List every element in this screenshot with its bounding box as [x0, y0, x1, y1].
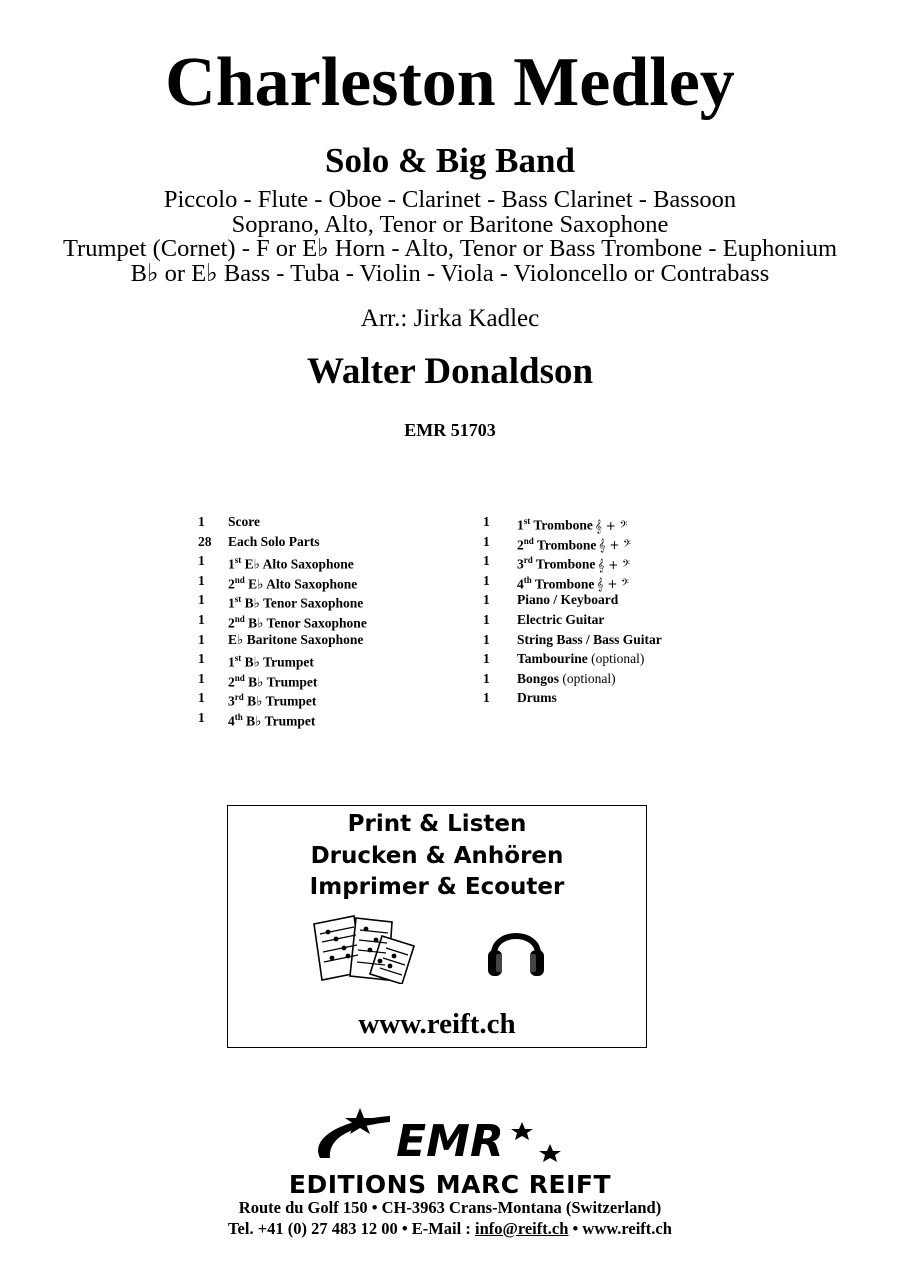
part-quantity: 1	[198, 709, 205, 725]
parts-list-left	[198, 512, 478, 728]
emr-logo	[300, 1108, 600, 1170]
part-quantity: 1	[483, 670, 490, 686]
promo-website-link[interactable]: www.reift.ch	[358, 1008, 516, 1040]
part-row	[198, 669, 478, 689]
part-ordinal-suffix: nd	[523, 535, 534, 546]
part-label: Tambourine	[517, 651, 588, 667]
part-label: Trombone	[532, 556, 596, 572]
clef-icon: 𝄞 + 𝄢	[598, 538, 631, 553]
sheet-music-icon	[310, 912, 422, 984]
part-name	[517, 630, 662, 650]
promo-line-german: Drucken & Anhören	[310, 843, 564, 869]
part-optional-note: (optional)	[587, 651, 645, 667]
promo-line-french: Imprimer & Ecouter	[309, 874, 565, 900]
part-row	[198, 610, 478, 630]
part-label: Bongos	[517, 670, 560, 686]
part-quantity: 1	[198, 651, 205, 667]
part-label: Trombone	[530, 517, 593, 533]
part-quantity: 1	[483, 533, 490, 549]
page-title: Charleston Medley	[165, 44, 735, 121]
part-quantity: 1	[198, 592, 205, 608]
part-label: B♭ Trumpet	[244, 674, 318, 690]
part-name	[517, 590, 618, 610]
part-name	[517, 688, 557, 708]
part-ordinal: 2	[517, 537, 524, 553]
part-quantity: 1	[198, 670, 205, 686]
part-ordinal-suffix: th	[523, 574, 532, 585]
part-ordinal-suffix: nd	[234, 574, 245, 585]
arranger: Arr.: Jirka Kadlec	[360, 305, 540, 332]
part-row	[483, 610, 743, 630]
part-label: B♭ Trumpet	[241, 654, 314, 670]
part-ordinal: 1	[228, 654, 235, 670]
part-ordinal: 1	[517, 517, 524, 533]
part-ordinal-suffix: st	[234, 594, 242, 605]
part-quantity: 1	[483, 553, 490, 569]
clef-icon: 𝄞 + 𝄢	[597, 557, 630, 572]
part-quantity: 1	[198, 572, 205, 588]
part-ordinal-suffix: rd	[523, 555, 533, 566]
clef-icon: 𝄞 + 𝄢	[594, 518, 628, 533]
part-row	[198, 590, 478, 610]
part-label: Drums	[517, 690, 557, 706]
part-label: E♭ Alto Saxophone	[241, 556, 354, 572]
part-ordinal: 2	[228, 674, 235, 690]
part-ordinal: 2	[228, 615, 235, 631]
part-ordinal: 4	[517, 576, 524, 592]
part-name	[517, 669, 616, 689]
part-row	[198, 649, 478, 669]
part-ordinal-suffix: th	[234, 711, 243, 722]
part-label: Each Solo Parts	[228, 533, 320, 549]
part-quantity: 1	[483, 631, 490, 647]
part-row	[483, 551, 743, 571]
instrument-line: Soprano, Alto, Tenor or Baritone Saxophone	[231, 210, 669, 238]
part-row	[198, 708, 478, 728]
composer: Walter Donaldson	[306, 351, 594, 392]
part-ordinal: 1	[228, 556, 235, 572]
publisher-contact	[0, 1219, 900, 1239]
catalog-number: EMR 51703	[404, 420, 496, 440]
part-row	[198, 532, 478, 552]
part-quantity: 1	[198, 690, 205, 706]
parts-list-right	[483, 512, 743, 708]
part-ordinal-suffix: st	[234, 653, 242, 664]
part-row	[483, 669, 743, 689]
part-label: B♭ Trumpet	[242, 713, 316, 729]
part-label: E♭ Baritone Saxophone	[228, 631, 364, 647]
part-row	[483, 571, 743, 591]
part-ordinal-suffix: rd	[234, 692, 244, 703]
part-name	[517, 610, 604, 630]
part-row	[483, 532, 743, 552]
instrument-line: B♭ or E♭ Bass - Tuba - Violin - Viola - Violoncello or Contrabass	[130, 259, 770, 287]
part-ordinal: 3	[517, 556, 524, 572]
part-ordinal-suffix: nd	[234, 672, 245, 683]
part-label: E♭ Alto Saxophone	[244, 576, 358, 592]
contact-website[interactable]: • www.reift.ch	[568, 1219, 672, 1238]
part-quantity: 28	[198, 533, 212, 549]
part-label: Piano / Keyboard	[517, 592, 619, 608]
part-row	[483, 512, 743, 532]
part-row	[198, 512, 478, 532]
part-ordinal: 2	[228, 576, 235, 592]
part-label: B♭ Tenor Saxophone	[241, 595, 364, 611]
print-listen-box	[227, 805, 647, 1048]
publisher-name: EDITIONS MARC REIFT	[288, 1170, 612, 1199]
instrument-line: Piccolo - Flute - Oboe - Clarinet - Bass Clarinet - Bassoon	[163, 186, 737, 213]
part-row	[198, 688, 478, 708]
part-row	[483, 590, 743, 610]
part-quantity: 1	[198, 631, 205, 647]
part-ordinal: 3	[228, 693, 235, 709]
email-link[interactable]: info@reift.ch	[474, 1219, 569, 1238]
part-ordinal: 4	[228, 713, 235, 729]
part-label: Electric Guitar	[517, 611, 605, 627]
contact-phone: Tel. +41 (0) 27 483 12 00 • E-Mail :	[228, 1219, 475, 1238]
part-label: B♭ Tenor Saxophone	[244, 615, 367, 631]
part-ordinal-suffix: nd	[234, 613, 245, 624]
part-ordinal: 1	[228, 595, 235, 611]
part-quantity: 1	[483, 651, 490, 667]
part-row	[198, 551, 478, 571]
part-name	[228, 630, 363, 650]
part-quantity: 1	[483, 572, 490, 588]
part-ordinal-suffix: st	[523, 516, 531, 526]
part-quantity: 1	[483, 514, 490, 529]
instrument-line: Trumpet (Cornet) - F or E♭ Horn - Alto, Tenor or Bass Trombone - Euphonium	[62, 235, 838, 262]
part-row	[483, 649, 743, 669]
logo-text: EMR	[396, 1116, 504, 1167]
publisher-address: Route du Golf 150 • CH-3963 Crans-Montana (Switzerland)	[238, 1198, 662, 1217]
part-quantity: 1	[198, 514, 205, 529]
part-name	[228, 512, 260, 532]
part-quantity: 1	[198, 611, 205, 627]
part-label: Trombone	[533, 537, 597, 553]
part-name	[228, 708, 315, 731]
clef-icon: 𝄞 + 𝄢	[596, 577, 629, 592]
part-row	[198, 630, 478, 650]
promo-line-english: Print & Listen	[347, 811, 527, 837]
instrumentation	[0, 188, 900, 286]
part-label: String Bass / Bass Guitar	[517, 631, 662, 647]
part-quantity: 1	[483, 690, 490, 706]
part-label: B♭ Trumpet	[243, 693, 317, 709]
part-quantity: 1	[483, 592, 490, 608]
subtitle: Solo & Big Band	[325, 141, 575, 180]
part-name	[228, 532, 320, 552]
headphones-icon	[486, 916, 546, 982]
part-optional-note: (optional)	[559, 670, 616, 686]
part-row	[198, 571, 478, 591]
part-ordinal-suffix: st	[234, 555, 242, 566]
part-name	[517, 649, 644, 669]
part-row	[483, 688, 743, 708]
part-quantity: 1	[198, 553, 205, 569]
part-label: Trombone	[531, 576, 595, 592]
part-row	[483, 630, 743, 650]
part-label: Score	[228, 514, 260, 529]
part-quantity: 1	[483, 611, 490, 627]
